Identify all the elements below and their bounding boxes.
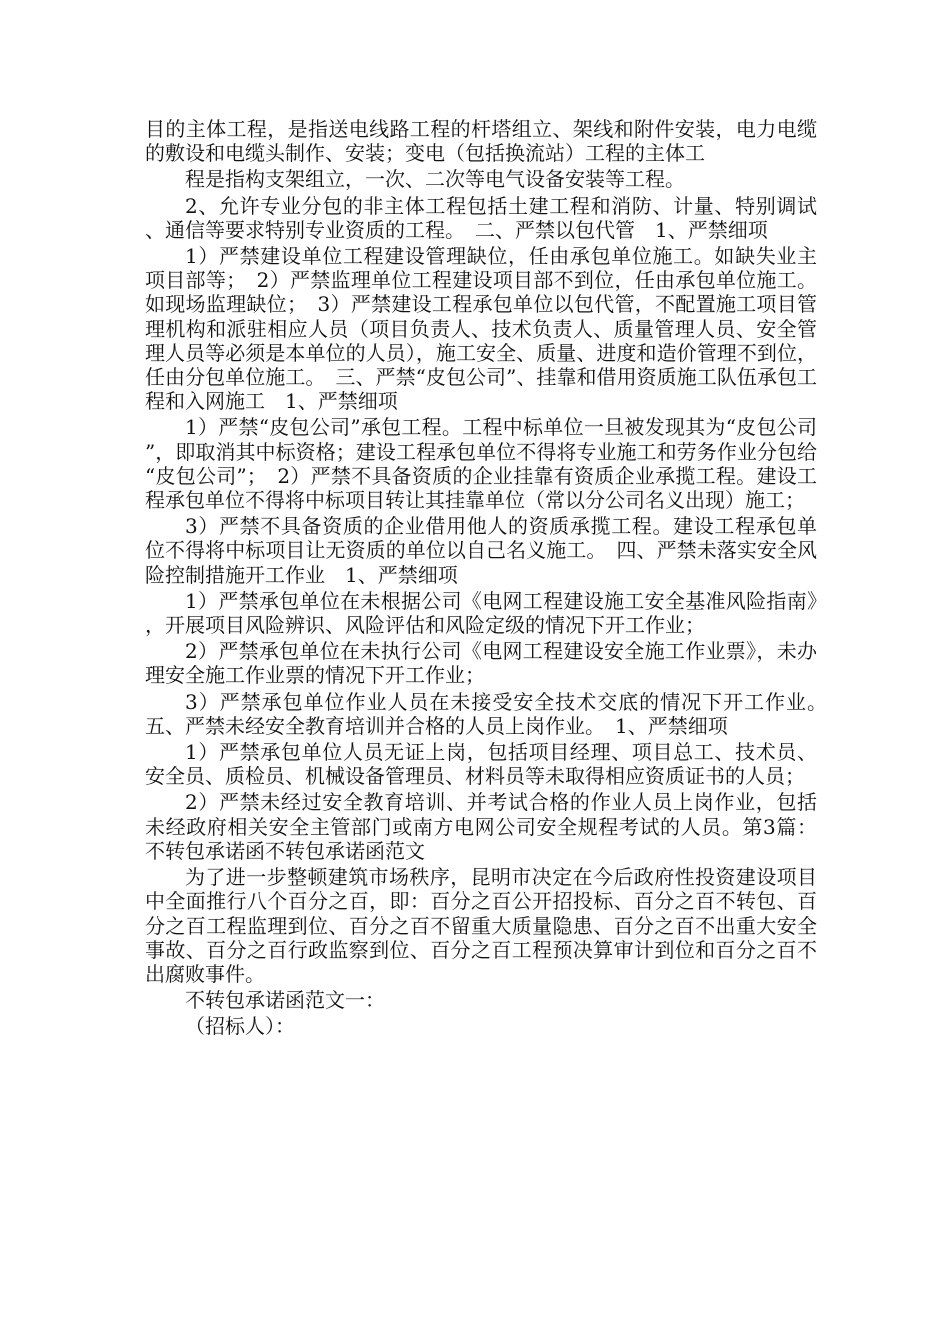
paragraph-6: 3）严禁不具备资质的企业借用他人的资质承揽工程。建设工程承包单位不得将中标项目让无资质的单位以自己名义施工。 四、严禁未落实安全风险控制措施开工作业 1、严禁细项 bbox=[145, 514, 817, 587]
paragraph-1: 目的主体工程，是指送电线路工程的杆塔组立、架线和附件安装，电力电缆的敷设和电缆头制作、安装；变电（包括换流站）工程的主体工 bbox=[145, 117, 817, 166]
paragraph-8: 2）严禁承包单位在未执行公司《电网工程建设安全施工作业票》，未办理安全施工作业票的情况下开工作业； bbox=[145, 639, 817, 688]
paragraph-13: 不转包承诺函范文一： bbox=[185, 988, 385, 1013]
paragraph-7: 1）严禁承包单位在未根据公司《电网工程建设施工安全基准风险指南》，开展项目风险辨识、风险评估和风险定级的情况下开工作业； bbox=[145, 588, 817, 638]
paragraph-14: （招标人）： bbox=[185, 1014, 295, 1039]
document-body bbox=[145, 117, 837, 1039]
paragraph-10: 1）严禁承包单位人员无证上岗，包括项目经理、项目总工、技术员、安全员、质检员、机械设备管理员、材料员等未取得相应资质证书的人员； bbox=[145, 740, 817, 789]
paragraph-2: 程是指构支架组立，一次、二次等电气设备安装等工程。 bbox=[185, 167, 685, 192]
paragraph-5: 1）严禁“皮包公司”承包工程。工程中标单位一旦被发现其为“皮包公司”，即取消其中标资格；建设工程承包单位不得将专业施工和劳务作业分包给“皮包公司”； 2）严禁不具备资质的企业挂靠有资质企业承揽工程。建设工程承包单位不得将中标项目转让其挂靠单位（常以分公司名义出现）施工； bbox=[145, 415, 817, 513]
paragraph-9: 3）严禁承包单位作业人员在未接受安全技术交底的情况下开工作业。 五、严禁未经安全教育培训并合格的人员上岗作业。 1、严禁细项 bbox=[145, 689, 837, 738]
paragraph-11: 2）严禁未经过安全教育培训、并考试合格的作业人员上岗作业，包括未经政府相关安全主管部门或南方电网公司安全规程考试的人员。第3篇：不转包承诺函不转包承诺函范文 bbox=[145, 790, 817, 863]
paragraph-4: 1）严禁建设单位工程建设管理缺位，任由承包单位施工。如缺失业主项目部等； 2）严禁监理单位工程建设项目部不到位，任由承包单位施工。如现场监理缺位； 3）严禁建设工程承包单位以包代管，不配置施工项目管理机构和派驻相应人员（项目负责人、技术负责人、质量管理人员、安全管理人员等必须是本单位的人员），施工安全、质量、进度和造价管理不到位，任由分包单位施工。 三、严禁“皮包公司”、挂靠和借用资质施工队伍承包工程和入网施工 1、严禁细项 bbox=[145, 244, 817, 414]
paragraph-12: 为了进一步整顿建筑市场秩序，昆明市决定在今后政府性投资建设项目中全面推行八个百分之百，即：百分之百公开招投标、百分之百不转包、百分之百工程监理到位、百分之百不留重大质量隐患、百分之百不出重大安全事故、百分之百行政监察到位、百分之百工程预决算审计到位和百分之百不出腐败事件。 bbox=[145, 865, 817, 986]
paragraph-3: 2、允许专业分包的非主体工程包括土建工程和消防、计量、特别调试、通信等要求特别专业资质的工程。 二、严禁以包代管 1、严禁细项 bbox=[145, 193, 817, 242]
